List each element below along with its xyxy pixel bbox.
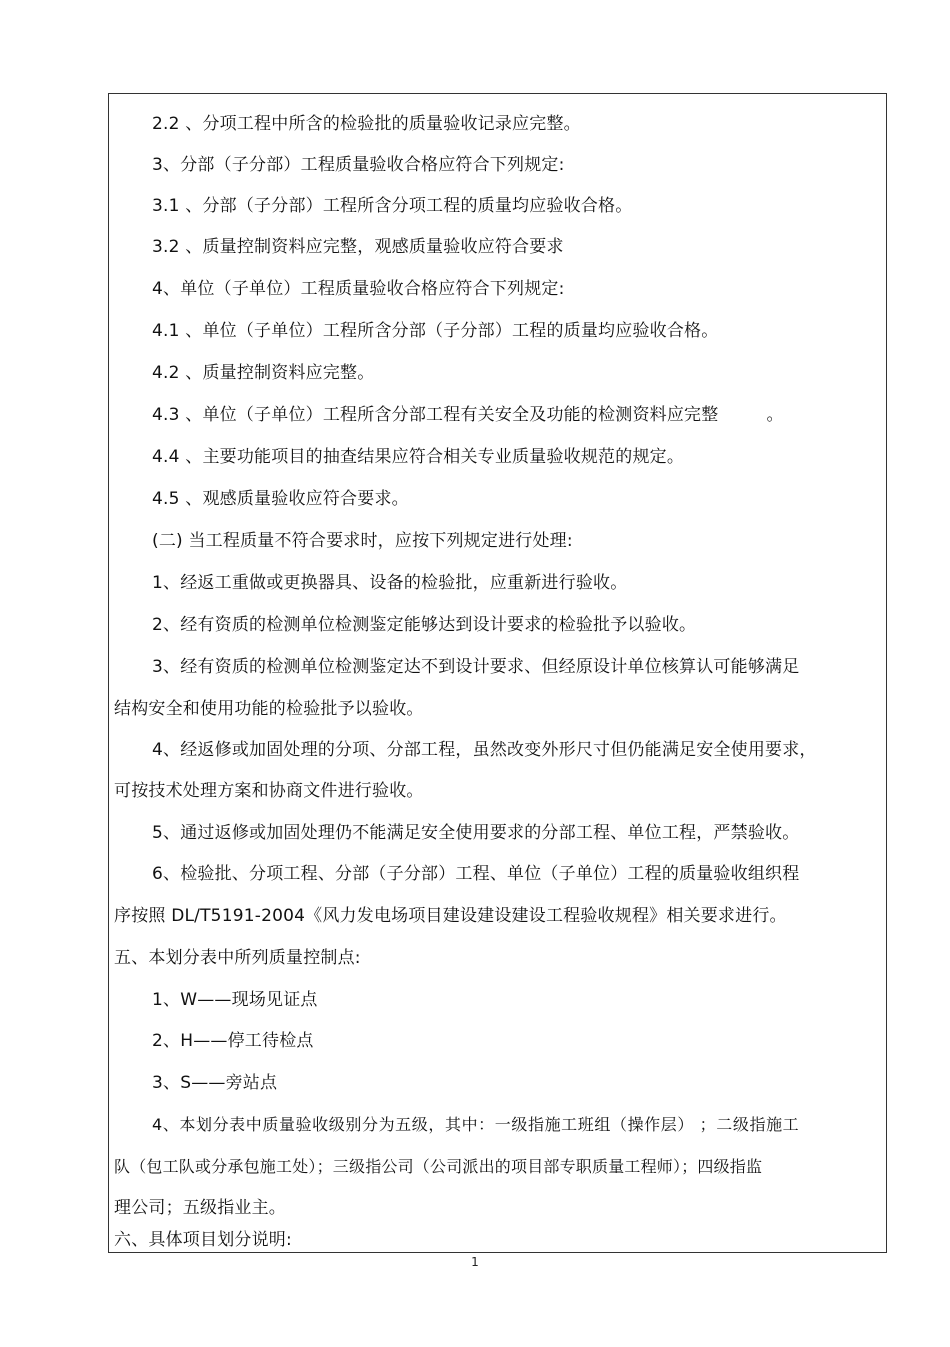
clause-3-2: 3.2 、质量控制资料应完整，观感质量验收应符合要求 [152,237,564,257]
rule-4-continued: 可按技术处理方案和协商文件进行验收。 [114,781,424,801]
clause-4: 4、单位（子单位）工程质量验收合格应符合下列规定: [152,279,565,299]
section-2-heading: (二) 当工程质量不符合要求时，应按下列规定进行处理: [152,531,573,551]
clause-3-1: 3.1 、分部（子分部）工程所含分项工程的质量均应验收合格。 [152,196,633,216]
rule-5: 5、通过返修或加固处理仍不能满足安全使用要求的分部工程、单位工程，严禁验收。 [152,823,800,843]
control-point-s: 3、S——旁站点 [152,1073,278,1093]
page-number: 1 [471,1255,479,1269]
rule-3: 3、经有资质的检测单位检测鉴定达不到设计要求、但经原设计单位核算认可能够满足 [152,657,800,677]
control-point-h: 2、H——停工待检点 [152,1031,314,1051]
rule-2: 2、经有资质的检测单位检测鉴定能够达到设计要求的检验批予以验收。 [152,615,697,635]
clause-4-5: 4.5 、观感质量验收应符合要求。 [152,489,409,509]
acceptance-levels-continued: 队（包工队或分承包施工处）；三级指公司（公司派出的项目部专职质量工程师）；四级指监 [114,1157,763,1176]
rule-1: 1、经返工重做或更换器具、设备的检验批，应重新进行验收。 [152,573,628,593]
section-6-heading: 六、具体项目划分说明: [114,1230,292,1250]
clause-2-2: 2.2 、分项工程中所含的检验批的质量验收记录应完整。 [152,114,581,134]
rule-4: 4、经返修或加固处理的分项、分部工程，虽然改变外形尺寸但仍能满足安全使用要求， [152,740,817,760]
section-5-heading: 五、本划分表中所列质量控制点: [114,948,361,968]
clause-4-4: 4.4 、主要功能项目的抽查结果应符合相关专业质量验收规范的规定。 [152,447,685,467]
rule-6: 6、检验批、分项工程、分部（子分部）工程、单位（子单位）工程的质量验收组织程 [152,864,800,884]
clause-4-3-period: 。 [766,405,784,425]
acceptance-levels: 4、本划分表中质量验收级别分为五级，其中：一级指施工班组（操作层） ；二级指施工 [152,1115,800,1134]
clause-3: 3、分部（子分部）工程质量验收合格应符合下列规定: [152,155,565,175]
acceptance-levels-end: 理公司；五级指业主。 [114,1198,286,1218]
rule-3-continued: 结构安全和使用功能的检验批予以验收。 [114,699,424,719]
clause-4-1: 4.1 、单位（子单位）工程所含分部（子分部）工程的质量均应验收合格。 [152,321,719,341]
clause-4-3-text: 4.3 、单位（子单位）工程所含分部工程有关安全及功能的检测资料应完整 [152,405,719,425]
clause-4-2: 4.2 、质量控制资料应完整。 [152,363,375,383]
control-point-w: 1、W——现场见证点 [152,990,318,1010]
rule-6-continued: 序按照 DL/T5191-2004《风力发电场项目建设建设建设工程验收规程》相关要求进行。 [114,906,787,926]
clause-4-3 [152,404,784,426]
